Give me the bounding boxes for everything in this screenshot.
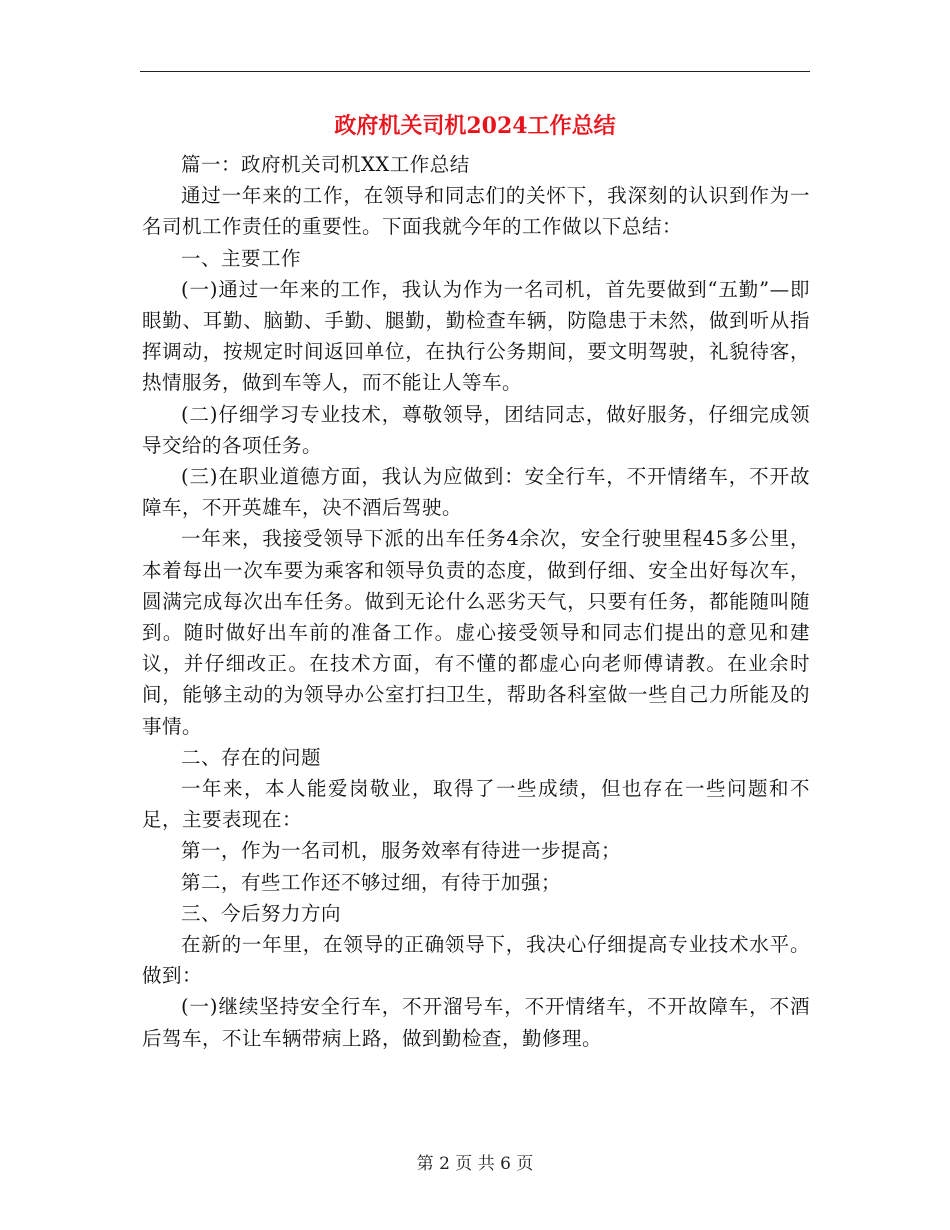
future-item-1: (一)继续坚持安全行车，不开溜号车，不开情绪车，不开故障车，不酒后驾车，不让车辆带病上路，做到勤检查，勤修理。 bbox=[142, 995, 810, 1050]
main-work-item-2: (二)仔细学习专业技术，尊敬领导，团结同志，做好服务，仔细完成领导交给的各项任务。 bbox=[142, 402, 810, 457]
main-work-item-3: (三)在职业道德方面，我认为应做到：安全行车，不开情绪车，不开故障车，不开英雄车，决不酒后驾驶。 bbox=[142, 465, 810, 520]
section-heading-part-one: 篇一：政府机关司机XX工作总结 bbox=[181, 153, 470, 176]
document-title: 政府机关司机2024工作总结 bbox=[334, 113, 616, 139]
main-work-item-1: (一)通过一年来的工作，我认为作为一名司机，首先要做到“五勤”—即眼勤、耳勤、脑勤、手勤、腿勤，勤检查车辆，防隐患于未然，做到听从指挥调动，按规定时间返回单位，在执行公务期间，要文明驾驶，礼貌待客，热情服务，做到车等人，而不能让人等车。 bbox=[142, 277, 810, 395]
section-heading-future: 三、今后努力方向 bbox=[181, 901, 342, 925]
problems-intro: 一年来，本人能爱岗敬业，取得了一些成绩，但也存在一些问题和不足，主要表现在： bbox=[142, 777, 810, 832]
section-heading-main-work: 一、主要工作 bbox=[181, 246, 302, 270]
year-summary-paragraph: 一年来，我接受领导下派的出车任务4余次，安全行驶里程45多公里，本着每出一次车要为乘客和领导负责的态度，做到仔细、安全出好每次车，圆满完成每次出车任务。做到无论什么恶劣天气，只要有任务，都能随叫随到。随时做好出车前的准备工作。虚心接受领导和同志们提出的意见和建议，并仔细改正。在技术方面，有不懂的都虚心向老师傅请教。在业余时间，能够主动的为领导办公室打扫卫生，帮助各科室做一些自己力所能及的事情。 bbox=[142, 527, 810, 738]
section-heading-problems: 二、存在的问题 bbox=[181, 745, 322, 769]
document-body bbox=[142, 149, 810, 1054]
problem-item-2: 第二，有些工作还不够过细，有待于加强； bbox=[181, 870, 562, 894]
intro-paragraph: 通过一年来的工作，在领导和同志们的关怀下，我深刻的认识到作为一名司机工作责任的重要性。下面我就今年的工作做以下总结： bbox=[142, 184, 810, 239]
page-number-footer: 第 2 页 共 6 页 bbox=[416, 1154, 534, 1174]
problem-item-1: 第一，作为一名司机，服务效率有待进一步提高； bbox=[181, 839, 622, 863]
future-intro: 在新的一年里，在领导的正确领导下，我决心仔细提高专业技术水平。做到： bbox=[142, 933, 810, 988]
header-rule bbox=[140, 71, 810, 72]
